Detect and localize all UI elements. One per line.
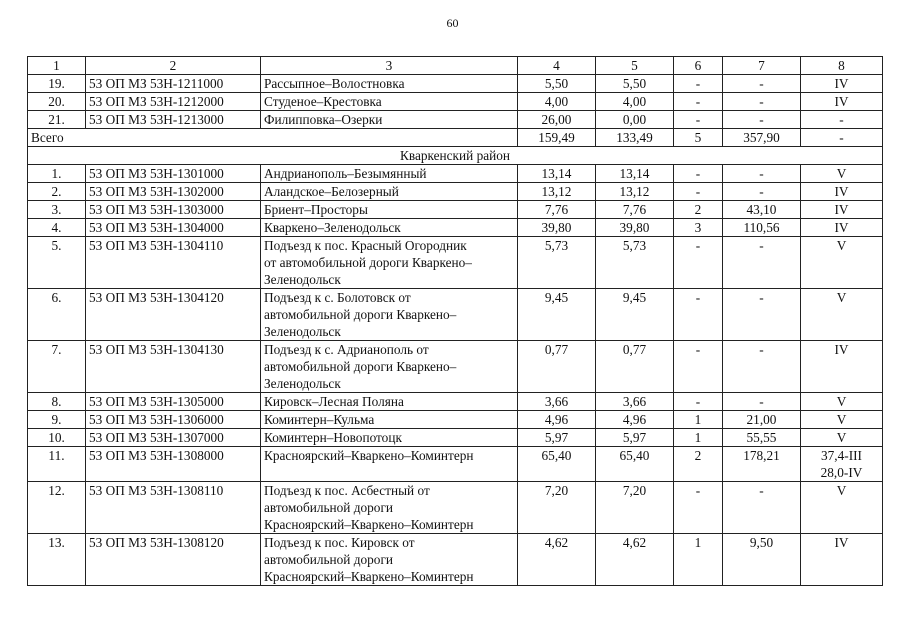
road-code-cell: 53 ОП МЗ 53Н-1301000 [86, 165, 261, 183]
road-category-cell [801, 93, 883, 111]
length-total-cell: 13,12 [518, 183, 596, 201]
length-hard-surface-cell: 0,00 [596, 111, 674, 129]
road-category-cell [801, 165, 883, 183]
road-code-cell: 53 ОП МЗ 53Н-1304110 [86, 237, 261, 289]
road-category-cell [801, 75, 883, 93]
road-category-cell-line: 28,0-IV [820, 465, 863, 480]
road-name-cell-line: автомобильной дороги Кваркено– [264, 307, 457, 322]
road-name-cell-line: автомобильной дороги [264, 500, 394, 515]
bridges-count-cell: - [674, 183, 723, 201]
bridges-count-cell: 2 [674, 201, 723, 219]
road-name-cell-line: Красноярский–Кваркено–Коминтерн [264, 569, 474, 584]
length-hard-surface-cell: 5,50 [596, 75, 674, 93]
bridges-length-cell: 9,50 [723, 534, 801, 586]
table-row [28, 183, 883, 201]
bridges-count-cell: - [674, 393, 723, 411]
row-number-cell: 20. [28, 93, 86, 111]
table-row [28, 393, 883, 411]
length-total-cell: 0,77 [518, 341, 596, 393]
road-name-cell [261, 534, 518, 586]
length-hard-surface-cell: 4,96 [596, 411, 674, 429]
table-row [28, 165, 883, 183]
road-name-cell-line: Аландское–Белозерный [264, 184, 399, 199]
row-number-cell: 3. [28, 201, 86, 219]
road-category-cell [801, 482, 883, 534]
road-category-cell-line: V [836, 430, 847, 445]
road-name-cell [261, 111, 518, 129]
bridges-count-cell: - [674, 75, 723, 93]
bridges-length-cell: - [723, 482, 801, 534]
bridges-count-cell: 1 [674, 429, 723, 447]
road-name-cell [261, 447, 518, 482]
road-name-cell [261, 393, 518, 411]
road-name-cell-line: Филипповка–Озерки [264, 112, 383, 127]
road-name-cell-line: Зеленодольск [264, 324, 341, 339]
table-row [28, 219, 883, 237]
table-row [28, 482, 883, 534]
column-number-cell: 2 [86, 57, 261, 75]
length-hard-surface-cell: 13,12 [596, 183, 674, 201]
road-name-cell-line: Подъезд к пос. Асбестный от [264, 483, 430, 498]
column-number-cell: 4 [518, 57, 596, 75]
road-category-cell [801, 289, 883, 341]
length-total-cell: 4,96 [518, 411, 596, 429]
length-hard-surface-cell: 5,73 [596, 237, 674, 289]
bridges-length-cell: - [723, 393, 801, 411]
road-category-cell [801, 201, 883, 219]
road-category-cell [801, 393, 883, 411]
table-row [28, 201, 883, 219]
row-number-cell: 5. [28, 237, 86, 289]
road-category-cell [801, 341, 883, 393]
bridges-count-cell: - [674, 237, 723, 289]
road-name-cell-line: Рассыпное–Волостновка [264, 76, 405, 91]
road-code-cell: 53 ОП МЗ 53Н-1308000 [86, 447, 261, 482]
road-name-cell [261, 341, 518, 393]
table-row [28, 411, 883, 429]
road-name-cell-line: Зеленодольск [264, 376, 341, 391]
district-row [28, 147, 883, 165]
row-number-cell: 11. [28, 447, 86, 482]
road-code-cell: 53 ОП МЗ 53Н-1305000 [86, 393, 261, 411]
row-number-cell: 1. [28, 165, 86, 183]
length-total-cell: 13,14 [518, 165, 596, 183]
road-name-cell [261, 165, 518, 183]
road-category-cell [801, 447, 883, 482]
road-category-cell-line: IV [834, 184, 849, 199]
bridges-length-cell: 110,56 [723, 219, 801, 237]
bridges-length-cell: - [723, 341, 801, 393]
bridges-count-cell: 1 [674, 411, 723, 429]
length-total-cell: 7,76 [518, 201, 596, 219]
road-code-cell: 53 ОП МЗ 53Н-1304120 [86, 289, 261, 341]
road-name-cell-line: Красноярский–Кваркено–Коминтерн [264, 517, 474, 532]
road-code-cell: 53 ОП МЗ 53Н-1213000 [86, 111, 261, 129]
bridges-length-cell: - [723, 165, 801, 183]
road-code-cell: 53 ОП МЗ 53Н-1308120 [86, 534, 261, 586]
length-total-cell: 3,66 [518, 393, 596, 411]
column-number-cell: 3 [261, 57, 518, 75]
bridges-length-cell: 178,21 [723, 447, 801, 482]
road-category-cell-line: V [836, 290, 847, 305]
road-category-cell-line: V [836, 394, 847, 409]
bridges-count-cell: - [674, 289, 723, 341]
row-number-cell: 8. [28, 393, 86, 411]
road-code-cell: 53 ОП МЗ 53Н-1302000 [86, 183, 261, 201]
row-number-cell: 7. [28, 341, 86, 393]
row-number-cell: 10. [28, 429, 86, 447]
table-row [28, 75, 883, 93]
road-name-cell [261, 289, 518, 341]
road-category-cell-line: - [839, 112, 844, 127]
bridges-length-cell: 55,55 [723, 429, 801, 447]
road-category-cell [801, 111, 883, 129]
road-name-cell-line: Андрианополь–Безымянный [264, 166, 427, 181]
road-code-cell: 53 ОП МЗ 53Н-1306000 [86, 411, 261, 429]
road-name-cell [261, 219, 518, 237]
column-number-cell: 5 [596, 57, 674, 75]
road-category-cell [801, 429, 883, 447]
table-row [28, 341, 883, 393]
road-name-cell [261, 429, 518, 447]
road-name-cell-line: автомобильной дороги Кваркено– [264, 359, 457, 374]
road-category-cell [801, 411, 883, 429]
length-hard-surface-cell: 3,66 [596, 393, 674, 411]
road-name-cell-line: Зеленодольск [264, 272, 341, 287]
bridges-count-cell: 3 [674, 219, 723, 237]
road-category-cell-line: V [836, 238, 847, 253]
road-category-cell-line: IV [834, 76, 849, 91]
row-number-cell: 6. [28, 289, 86, 341]
bridges-count-cell: - [674, 165, 723, 183]
length-hard-surface-cell: 4,00 [596, 93, 674, 111]
length-total-cell: 39,80 [518, 219, 596, 237]
road-name-cell-line: Бриент–Просторы [264, 202, 368, 217]
roads-table [27, 56, 883, 586]
road-category-cell-line: IV [834, 535, 849, 550]
road-code-cell: 53 ОП МЗ 53Н-1304000 [86, 219, 261, 237]
bridges-count-cell: - [674, 482, 723, 534]
road-name-cell-line: Подъезд к с. Адрианополь от [264, 342, 429, 357]
length-hard-surface-cell: 39,80 [596, 219, 674, 237]
road-category-cell [801, 219, 883, 237]
road-category-cell-line: IV [834, 94, 849, 109]
road-name-cell-line: Красноярский–Кваркено–Коминтерн [264, 448, 474, 463]
road-name-cell-line: от автомобильной дороги Кваркено– [264, 255, 472, 270]
length-hard-surface-cell: 7,76 [596, 201, 674, 219]
road-name-cell [261, 482, 518, 534]
table-row [28, 111, 883, 129]
road-name-cell [261, 93, 518, 111]
total-bridges-count-cell: 5 [674, 129, 723, 147]
length-hard-surface-cell: 7,20 [596, 482, 674, 534]
row-number-cell: 4. [28, 219, 86, 237]
road-name-cell [261, 183, 518, 201]
length-hard-surface-cell: 4,62 [596, 534, 674, 586]
total-bridges-length-cell: 357,90 [723, 129, 801, 147]
road-name-cell [261, 411, 518, 429]
total-row [28, 129, 883, 147]
page-number: 60 [446, 16, 459, 30]
length-total-cell: 9,45 [518, 289, 596, 341]
length-total-cell: 7,20 [518, 482, 596, 534]
road-category-cell-line: IV [834, 202, 849, 217]
table-row [28, 447, 883, 482]
bridges-length-cell: - [723, 75, 801, 93]
bridges-length-cell: 21,00 [723, 411, 801, 429]
district-heading: Кваркенский район [28, 147, 883, 165]
road-category-cell-line: IV [834, 342, 849, 357]
row-number-cell: 21. [28, 111, 86, 129]
road-category-cell [801, 534, 883, 586]
table-row [28, 289, 883, 341]
road-category-cell-line: V [836, 483, 847, 498]
length-total-cell: 65,40 [518, 447, 596, 482]
table-row [28, 93, 883, 111]
total-length-cell: 159,49 [518, 129, 596, 147]
road-name-cell [261, 201, 518, 219]
road-name-cell-line: Подъезд к пос. Красный Огородник [264, 238, 467, 253]
length-hard-surface-cell: 13,14 [596, 165, 674, 183]
bridges-count-cell: - [674, 111, 723, 129]
road-code-cell: 53 ОП МЗ 53Н-1308110 [86, 482, 261, 534]
road-name-cell-line: Коминтерн–Кульма [264, 412, 375, 427]
road-code-cell: 53 ОП МЗ 53Н-1212000 [86, 93, 261, 111]
road-category-cell [801, 183, 883, 201]
road-name-cell-line: Кваркено–Зеленодольск [264, 220, 401, 235]
column-number-cell: 6 [674, 57, 723, 75]
length-hard-surface-cell: 5,97 [596, 429, 674, 447]
road-code-cell: 53 ОП МЗ 53Н-1303000 [86, 201, 261, 219]
bridges-length-cell: - [723, 183, 801, 201]
length-hard-surface-cell: 65,40 [596, 447, 674, 482]
road-name-cell-line: Студеное–Крестовка [264, 94, 382, 109]
length-total-cell: 5,73 [518, 237, 596, 289]
length-total-cell: 26,00 [518, 111, 596, 129]
road-category-cell-line: IV [834, 220, 849, 235]
row-number-cell: 13. [28, 534, 86, 586]
road-category-cell-line: V [836, 166, 847, 181]
road-category-cell-line: V [836, 412, 847, 427]
road-name-cell-line: автомобильной дороги [264, 552, 394, 567]
header-row [28, 57, 883, 75]
road-name-cell-line: Кировск–Лесная Поляна [264, 394, 404, 409]
total-label-cell: Всего [28, 129, 518, 147]
column-number-cell: 1 [28, 57, 86, 75]
bridges-length-cell: 43,10 [723, 201, 801, 219]
road-category-cell [801, 237, 883, 289]
bridges-count-cell: - [674, 93, 723, 111]
road-category-cell-line: 37,4-III [821, 448, 862, 463]
row-number-cell: 2. [28, 183, 86, 201]
total-category-cell: - [801, 129, 883, 147]
road-name-cell-line: Подъезд к с. Болотовск от [264, 290, 411, 305]
road-name-cell-line: Подъезд к пос. Кировск от [264, 535, 415, 550]
column-number-cell: 8 [801, 57, 883, 75]
row-number-cell: 19. [28, 75, 86, 93]
road-code-cell: 53 ОП МЗ 53Н-1307000 [86, 429, 261, 447]
road-code-cell: 53 ОП МЗ 53Н-1211000 [86, 75, 261, 93]
bridges-count-cell: 1 [674, 534, 723, 586]
table-row [28, 429, 883, 447]
table-row [28, 237, 883, 289]
road-name-cell [261, 237, 518, 289]
bridges-length-cell: - [723, 289, 801, 341]
bridges-length-cell: - [723, 93, 801, 111]
row-number-cell: 12. [28, 482, 86, 534]
road-name-cell [261, 75, 518, 93]
bridges-count-cell: 2 [674, 447, 723, 482]
length-total-cell: 5,97 [518, 429, 596, 447]
length-total-cell: 4,62 [518, 534, 596, 586]
length-total-cell: 4,00 [518, 93, 596, 111]
bridges-count-cell: - [674, 341, 723, 393]
road-name-cell-line: Коминтерн–Новопотоцк [264, 430, 402, 445]
length-total-cell: 5,50 [518, 75, 596, 93]
length-hard-surface-cell: 9,45 [596, 289, 674, 341]
table-row [28, 534, 883, 586]
total-hard-surface-cell: 133,49 [596, 129, 674, 147]
row-number-cell: 9. [28, 411, 86, 429]
bridges-length-cell: - [723, 111, 801, 129]
bridges-length-cell: - [723, 237, 801, 289]
length-hard-surface-cell: 0,77 [596, 341, 674, 393]
road-code-cell: 53 ОП МЗ 53Н-1304130 [86, 341, 261, 393]
column-number-cell: 7 [723, 57, 801, 75]
